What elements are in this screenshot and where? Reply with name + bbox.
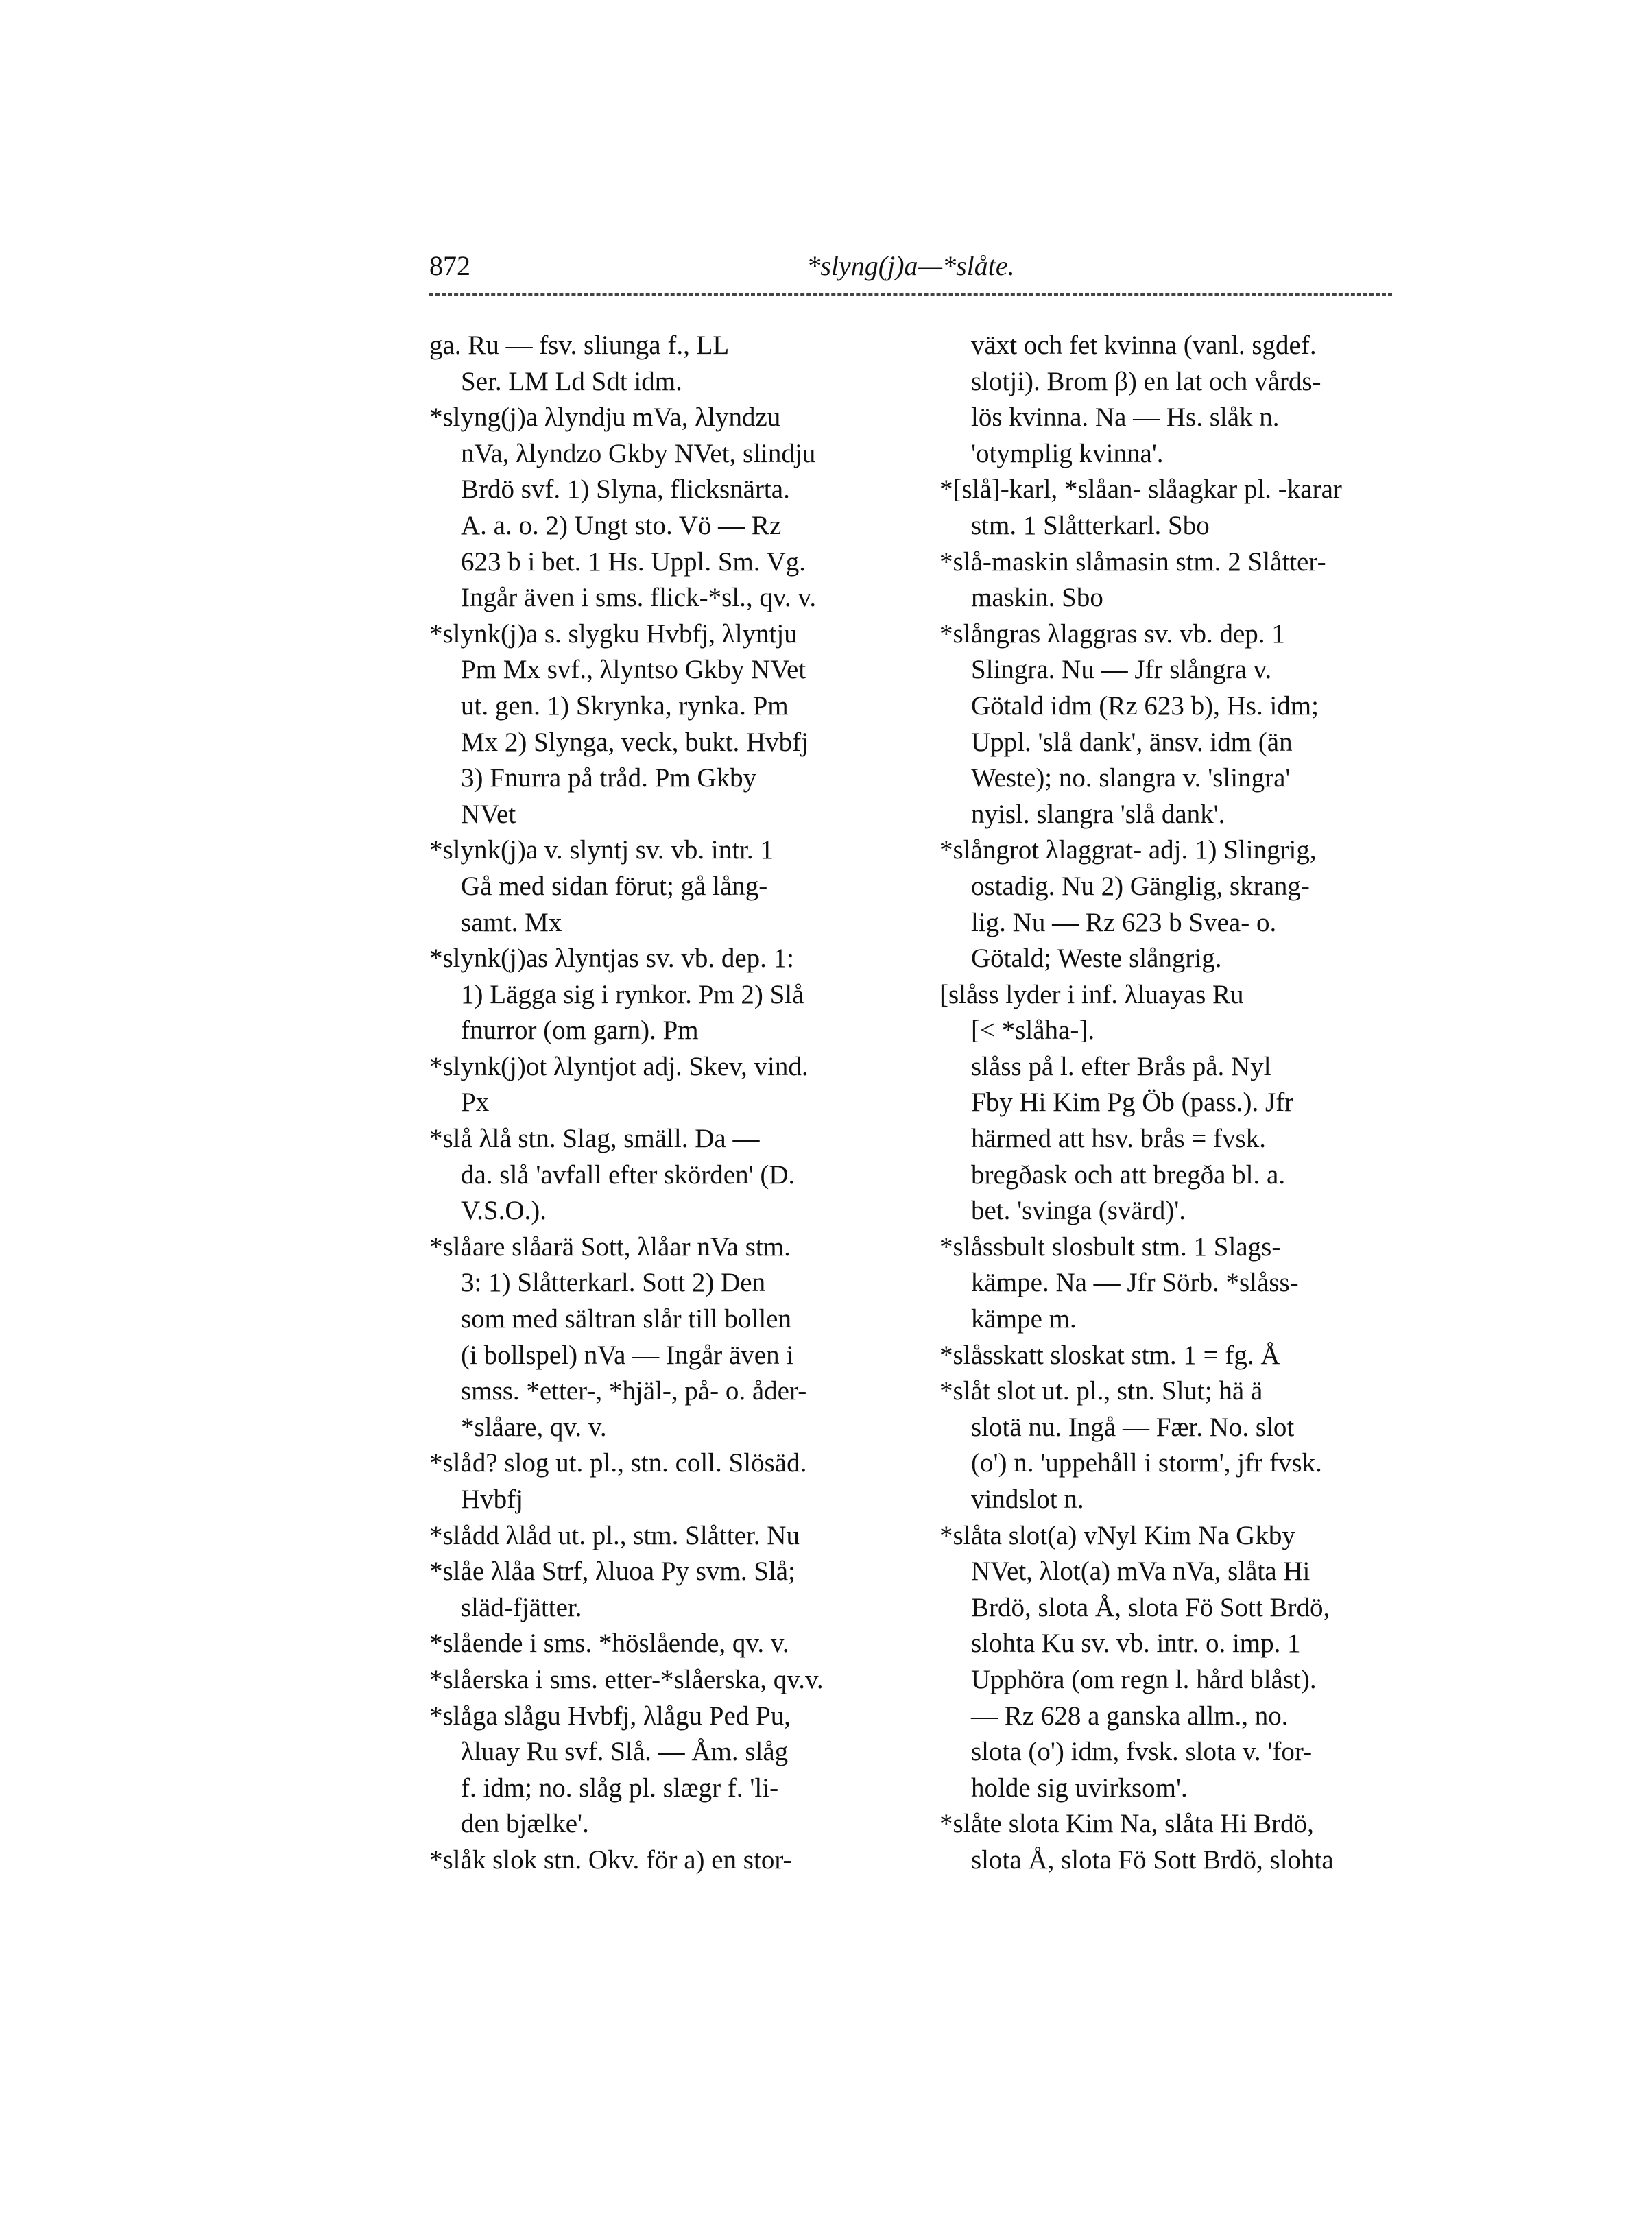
entry-continuation-line: lös kvinna. Na — Hs. slåk n. (971, 402, 1280, 433)
entry-continuation-line: härmed att hsv. brås = fvsk. (971, 1124, 1266, 1154)
entry-headword-line: *slåt slot ut. pl., stn. Slut; hä ä (939, 1376, 1263, 1406)
entry-headword-line: *slynk(j)a v. slyntj sv. vb. intr. 1 (429, 835, 774, 865)
entry-continuation-line: 1) Lägga sig i rynkor. Pm 2) Slå (461, 979, 804, 1009)
entry-continuation-line: Ingår även i sms. flick-*sl., qv. v. (461, 583, 817, 613)
entry-headword-line: *slående i sms. *höslående, qv. v. (429, 1629, 789, 1659)
entry-continuation-line: ut. gen. 1) Skrynka, rynka. Pm (461, 690, 789, 721)
entry-headword-line: *slådd λlåd ut. pl., stm. Slåtter. Nu (429, 1520, 800, 1550)
entry-continuation-line: släd-fjätter. (461, 1592, 582, 1622)
entry-continuation-line: Gå med sidan förut; gå lång- (461, 871, 768, 901)
entry-continuation-line: f. idm; no. slåg pl. slægr f. 'li- (461, 1773, 779, 1803)
entry-continuation-line: Pm Mx svf., λlyntso Gkby NVet (461, 655, 806, 685)
entry-headword-line: *slåsskatt sloskat stm. 1 = fg. Å (939, 1340, 1280, 1370)
page-header (429, 247, 1392, 285)
entry-headword-line: *slyng(j)a λlyndju mVa, λlyndzu (429, 402, 781, 433)
entry-continuation-line: Götald idm (Rz 623 b), Hs. idm; (971, 690, 1319, 721)
entry-continuation-line: da. slå 'avfall efter skörden' (D. (461, 1159, 795, 1190)
entry-continuation-line: Slingra. Nu — Jfr slångra v. (971, 655, 1272, 685)
entry-continuation-line: ostadig. Nu 2) Gänglig, skrang- (971, 871, 1310, 901)
entry-continuation-line: slotä nu. Ingå — Fær. No. slot (971, 1412, 1295, 1442)
entry-continuation-line: slota (o') idm, fvsk. slota v. 'for- (971, 1737, 1313, 1767)
entry-headword-line: *slåe λlåa Strf, λluoa Py svm. Slå; (429, 1557, 795, 1587)
entry-continuation-line: holde sig uvirksom'. (971, 1773, 1188, 1803)
page-number: 872 (429, 250, 470, 281)
entry-continuation-line: Weste); no. slangra v. 'slingra' (971, 763, 1291, 793)
entry-headword-line: *slå-maskin slåmasin stm. 2 Slåtter- (939, 546, 1326, 577)
entry-continuation-line: Ser. LM Ld Sdt idm. (461, 366, 682, 396)
entry-headword-line: *slynk(j)ot λlyntjot adj. Skev, vind. (429, 1051, 809, 1081)
entry-headword-line: *slynk(j)as λlyntjas sv. vb. dep. 1: (429, 944, 795, 974)
entry-continuation-line: 3) Fnurra på tråd. Pm Gkby (461, 763, 757, 793)
entry-headword-line: *slångrot λlaggrat- adj. 1) Slingrig, (939, 835, 1317, 865)
entry-headword-line: *[slå]-karl, *slåan- slåagkar pl. -karar (939, 474, 1342, 505)
entry-continuation-line: slotji). Brom β) en lat och vårds- (971, 366, 1321, 396)
entry-continuation-line: som med sältran slår till bollen (461, 1304, 791, 1334)
entry-continuation-line: 3: 1) Slåtterkarl. Sott 2) Den (461, 1268, 766, 1298)
entry-continuation-line: 623 b i bet. 1 Hs. Uppl. Sm. Vg. (461, 546, 806, 577)
entry-continuation-line: vindslot n. (971, 1485, 1084, 1514)
entry-continuation-line: Px (461, 1088, 490, 1118)
left-column (429, 328, 882, 1879)
entry-headword-line: *slåga slågu Hvbfj, λlågu Ped Pu, (429, 1701, 791, 1731)
entry-continuation-line: den bjælke'. (461, 1809, 589, 1839)
entry-continuation-line: 'otymplig kvinna'. (971, 438, 1164, 468)
entry-continuation-line: Fby Hi Kim Pg Öb (pass.). Jfr (971, 1088, 1294, 1118)
entry-headword-line: *slåerska i sms. etter-*slåerska, qv.v. (429, 1664, 824, 1694)
entry-headword-line: *slåta slot(a) vNyl Kim Na Gkby (939, 1520, 1295, 1550)
entry-continuation-line: V.S.O.). (461, 1196, 547, 1226)
entry-continuation-line: slåss på l. efter Brås på. Nyl (971, 1051, 1271, 1081)
entry-continuation-line: Upphöra (om regn l. hård blåst). (971, 1664, 1317, 1694)
entry-continuation-line: kämpe. Na — Jfr Sörb. *slåss- (971, 1268, 1299, 1298)
entry-continuation-line: nVa, λlyndzo Gkby NVet, slindju (461, 438, 816, 468)
entry-headword-line: [slåss lyder i inf. λluayas Ru (939, 979, 1244, 1009)
entry-headword-line: *slåte slota Kim Na, slåta Hi Brdö, (939, 1809, 1314, 1839)
entry-headword-line: *slåk slok stn. Okv. för a) en stor- (429, 1845, 792, 1875)
entry-continuation-line: A. a. o. 2) Ungt sto. Vö — Rz (461, 510, 782, 540)
entry-continuation-line: slota Å, slota Fö Sott Brdö, slohta (971, 1845, 1334, 1875)
entry-continuation-line: smss. *etter-, *hjäl-, på- o. åder- (461, 1376, 807, 1406)
running-head: *slyng(j)a—*slåte. (806, 250, 1015, 281)
entry-headword-line: *slynk(j)a s. slygku Hvbfj, λlyntju (429, 618, 798, 649)
entry-headword-line: *slåare slåarä Sott, λlåar nVa stm. (429, 1231, 791, 1262)
entry-continuation-line: fnurror (om garn). Pm (461, 1016, 699, 1046)
entry-continuation-line: växt och fet kvinna (vanl. sgdef. (971, 331, 1317, 360)
entry-continuation-line: — Rz 628 a ganska allm., no. (971, 1701, 1289, 1731)
entry-headword-line: *slå λlå stn. Slag, smäll. Da — (429, 1124, 760, 1154)
entry-headword-line: ga. Ru — fsv. sliunga f., LL (429, 331, 730, 360)
entry-headword-line: *slåssbult slosbult stm. 1 Slags- (939, 1231, 1281, 1262)
entry-continuation-line: NVet (461, 799, 516, 829)
entry-continuation-line: *slåare, qv. v. (461, 1412, 607, 1442)
entry-continuation-line: bet. 'svinga (svärd)'. (971, 1196, 1186, 1226)
entry-continuation-line: Brdö, slota Å, slota Fö Sott Brdö, (971, 1592, 1330, 1622)
entry-continuation-line: stm. 1 Slåtterkarl. Sbo (971, 510, 1210, 540)
entry-continuation-line: Mx 2) Slynga, veck, bukt. Hvbfj (461, 727, 809, 757)
entry-continuation-line: λluay Ru svf. Slå. — Åm. slåg (461, 1737, 789, 1767)
header-rule (429, 293, 1392, 296)
entry-continuation-line: samt. Mx (461, 907, 562, 937)
entry-continuation-line: bregðask och att bregða bl. a. (971, 1159, 1286, 1190)
entry-continuation-line: Brdö svf. 1) Slyna, flicksnärta. (461, 474, 790, 505)
entry-continuation-line: Hvbfj (461, 1485, 523, 1514)
entry-continuation-line: kämpe m. (971, 1304, 1077, 1334)
entry-continuation-line: maskin. Sbo (971, 583, 1103, 613)
entry-continuation-line: NVet, λlot(a) mVa nVa, slåta Hi (971, 1557, 1310, 1587)
entry-continuation-line: [< *slåha-]. (971, 1016, 1095, 1046)
entry-headword-line: *slångras λlaggras sv. vb. dep. 1 (939, 618, 1285, 649)
entry-continuation-line: slohta Ku sv. vb. intr. o. imp. 1 (971, 1629, 1301, 1659)
entry-continuation-line: (i bollspel) nVa — Ingår även i (461, 1340, 794, 1370)
entry-continuation-line: nyisl. slangra 'slå dank'. (971, 799, 1225, 829)
entry-continuation-line: lig. Nu — Rz 623 b Svea- o. (971, 907, 1277, 937)
entry-continuation-line: Götald; Weste slångrig. (971, 944, 1222, 974)
entry-continuation-line: Uppl. 'slå dank', änsv. idm (än (971, 727, 1293, 757)
entry-headword-line: *slåd? slog ut. pl., stn. coll. Slösäd. (429, 1448, 807, 1478)
right-column (939, 328, 1392, 1879)
entry-continuation-line: (o') n. 'uppehåll i storm', jfr fvsk. (971, 1448, 1322, 1478)
